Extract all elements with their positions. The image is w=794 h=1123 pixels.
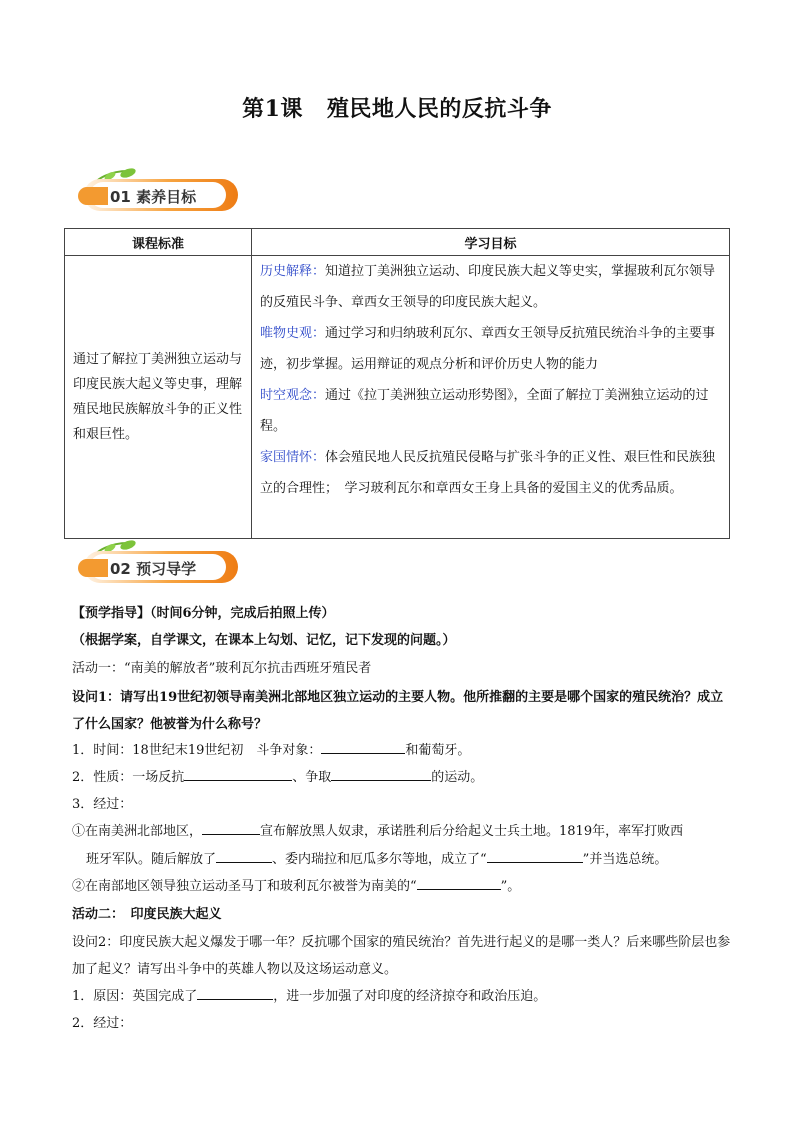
answer-blank[interactable] (321, 740, 405, 754)
banner-label: 02 预习导学 (110, 560, 197, 578)
question-two: 设问2：印度民族大起义爆发于哪一年？反抗哪个国家的殖民统治？首先进行起义的是哪一类人？后来哪些阶层也参加了起义？请写出斗争中的英雄人物以及这场运动意义。 (72, 935, 731, 977)
answer-blank[interactable] (417, 876, 501, 890)
goal-tag: 时空观念： (260, 388, 326, 403)
section-banner-preview (70, 537, 242, 587)
table-header-goals: 学习目标 (252, 229, 730, 256)
goals-table (64, 228, 730, 539)
goal-tag: 历史解释： (260, 264, 326, 279)
process-para-2: ②在南部地区领导独立运动圣马丁和玻利瓦尔被誉为南美的“ ”。 (72, 875, 520, 894)
item-nature: 2．性质：一场反抗 、争取 的运动。 (72, 766, 483, 785)
goal-item: 时空观念：通过《拉丁美洲独立运动形势图》，全面了解拉丁美洲独立运动的过程。 (260, 388, 709, 434)
answer-blank[interactable] (216, 849, 272, 863)
answer-blank[interactable] (184, 767, 292, 781)
reason-item: 1．原因：英国完成了 ，进一步加强了对印度的经济掠夺和政治压迫。 (72, 985, 546, 1004)
goal-item: 历史解释：知道拉丁美洲独立运动、印度民族大起义等史实，掌握玻利瓦尔领导的反殖民斗争、章西女王领导的印度民族大起义。 (260, 264, 716, 310)
answer-blank[interactable] (331, 767, 431, 781)
learning-goals (252, 256, 730, 539)
goal-tag: 唯物史观： (260, 326, 326, 341)
process-para-1: ①在南美洲北部地区， 宣布解放黑人奴隶，承诺胜利后分给起义士兵土地。1819年，率军打败西 (72, 820, 683, 839)
goal-tag: 家国情怀： (260, 450, 326, 465)
lesson-number: 第1课 (242, 96, 303, 122)
item-process: 3．经过： (72, 797, 133, 812)
guide-heading: 【预学指导】（时间6分钟，完成后拍照上传） (72, 606, 335, 621)
course-standard: 通过了解拉丁美洲独立运动与印度民族大起义等史事，理解殖民地民族解放斗争的正义性和艰巨性。 (65, 256, 252, 539)
page-title (0, 92, 794, 123)
answer-blank[interactable] (487, 849, 583, 863)
section-banner-goals (70, 165, 242, 215)
goal-item: 唯物史观：通过学习和归纳玻利瓦尔、章西女王领导反抗殖民统治斗争的主要事迹，初步掌握。运用辩证的观点分析和评价历史人物的能力 (260, 326, 716, 372)
item-time: 1．时间：18世纪末19世纪初 斗争对象： 和葡萄牙。 (72, 739, 470, 758)
banner-label: 01 素养目标 (110, 188, 197, 206)
goal-item: 家国情怀：体会殖民地人民反抗殖民侵略与扩张斗争的正义性、艰巨性和民族独立的合理性； 学习玻利瓦尔和章西女王身上具备的爱国主义的优秀品质。 (260, 450, 716, 496)
process-item: 2．经过： (72, 1016, 133, 1031)
activity-two: 活动二： 印度民族大起义 (72, 907, 222, 922)
question-one: 设问1：请写出19世纪初领导南美洲北部地区独立运动的主要人物。他所推翻的主要是哪个国家的殖民统治？成立了什么国家？他被誉为什么称号？ (72, 690, 724, 732)
activity-one: 活动一：“南美的解放者”玻利瓦尔抗击西班牙殖民者 (72, 661, 372, 676)
lesson-name: 殖民地人民的反抗斗争 (326, 96, 552, 122)
answer-blank[interactable] (197, 986, 273, 1000)
answer-blank[interactable] (202, 821, 260, 835)
table-header-standard: 课程标准 (65, 229, 252, 256)
guide-note: （根据学案，自学课文，在课本上勾划、记忆，记下发现的问题。） (72, 633, 456, 648)
process-para-1-cont: 班牙军队。随后解放了 、委内瑞拉和厄瓜多尔等地，成立了“ ”并当选总统。 (86, 848, 667, 867)
